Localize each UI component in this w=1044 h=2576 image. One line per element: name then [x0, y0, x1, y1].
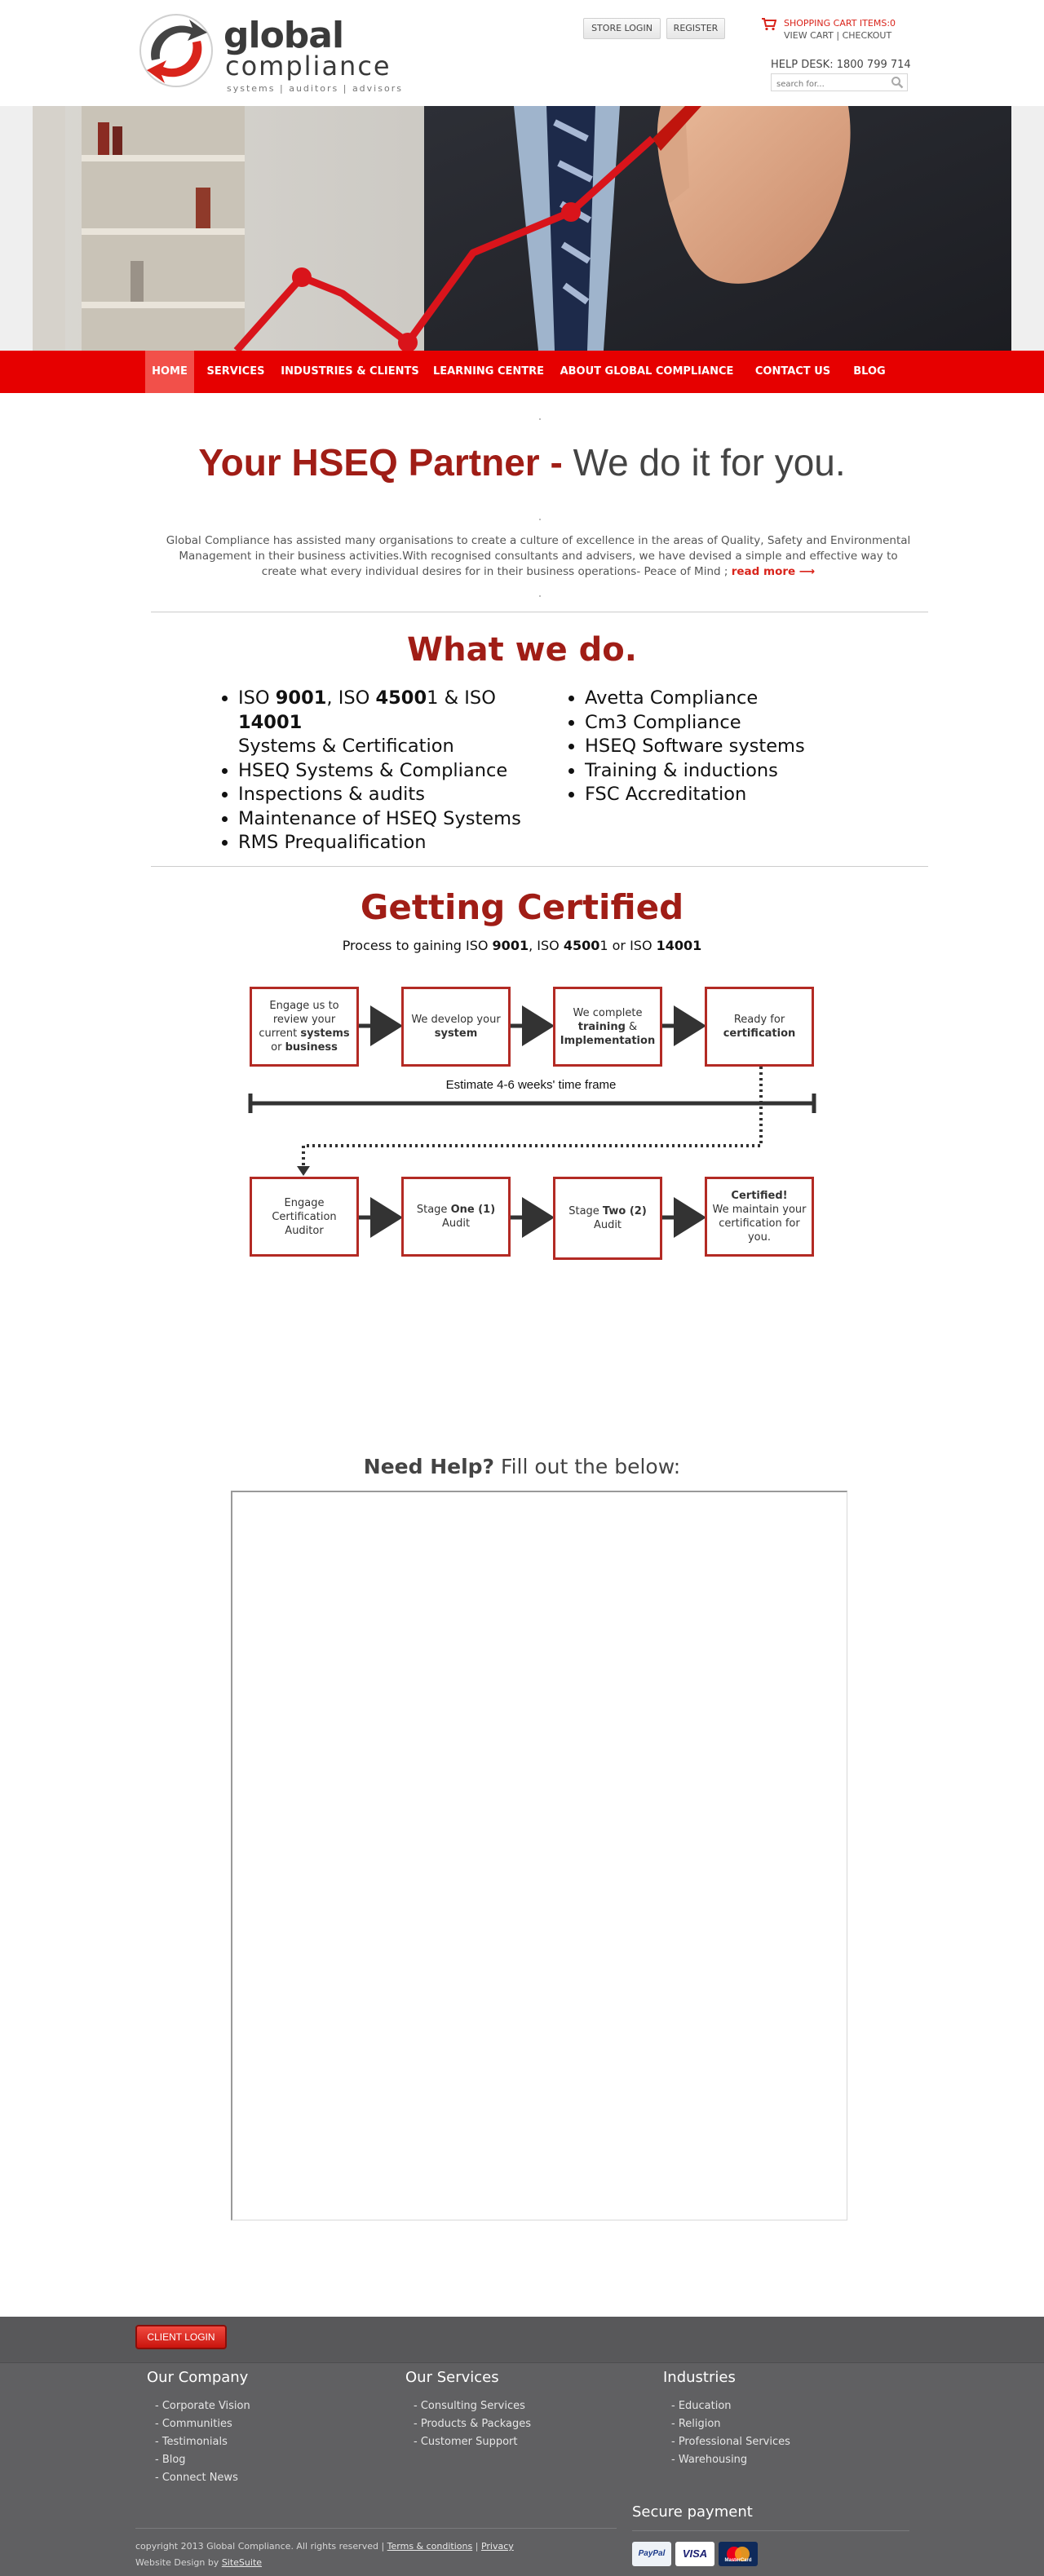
list-item: • RMS Prequalification [238, 831, 548, 855]
footer-link[interactable]: - Customer Support [414, 2436, 518, 2448]
step-certified: Certified! We maintain your certification for you. [705, 1177, 814, 1257]
step-engage-auditor: Engage Certification Auditor [250, 1177, 359, 1257]
list-item: • Avetta Compliance [585, 687, 846, 711]
footer-company-list [155, 2397, 250, 2487]
step-training-implementation: We complete training & Implementation [553, 987, 662, 1067]
cart-links [784, 30, 891, 41]
sitesuite-link[interactable]: SiteSuite [221, 2557, 263, 2568]
search-input[interactable] [772, 77, 886, 93]
footer-services-title: Our Services [405, 2369, 499, 2386]
store-login-button[interactable]: STORE LOGIN [583, 18, 661, 39]
logo-word-global: global [223, 15, 344, 56]
hero-title-grey: We do it for you. [573, 441, 846, 484]
list-item: • HSEQ Software systems [585, 735, 846, 759]
hero-title [0, 440, 1044, 484]
list-item: • Inspections & audits [238, 783, 548, 807]
list-item: • Maintenance of HSEQ Systems [238, 807, 548, 832]
visa-icon: VISA [675, 2542, 714, 2566]
step-ready-certification: Ready for certification [705, 987, 814, 1067]
footer-link[interactable]: - Products & Packages [414, 2418, 532, 2430]
divider [151, 866, 928, 867]
main-nav [0, 351, 1044, 393]
footer-link[interactable]: - Professional Services [671, 2436, 790, 2448]
shopping-cart-link[interactable]: SHOPPING CART ITEMS:0 [784, 18, 896, 29]
copyright: copyright 2013 Global Compliance. All rights reserved | Terms & conditions | Privacy Website Design by SiteSuite [135, 2541, 514, 2568]
list-item: • Training & inductions [585, 759, 846, 784]
search-icon[interactable] [891, 76, 904, 89]
client-login-button[interactable]: CLIENT LOGIN [135, 2325, 227, 2349]
footer-link[interactable]: - Connect News [155, 2472, 238, 2484]
logo-arrows-icon [139, 13, 214, 88]
nav-contact-us[interactable]: CONTACT US [754, 365, 831, 378]
spacer-dot [539, 418, 541, 420]
what-we-do-title: What we do. [407, 631, 637, 669]
secure-payment-title: Secure payment [632, 2503, 753, 2521]
footer-link[interactable]: - Testimonials [155, 2436, 228, 2448]
contact-form-frame[interactable] [231, 1491, 847, 2220]
need-help-title: Need Help? Fill out the below: [363, 1455, 681, 1478]
list-item: • ISO 9001, ISO 45001 & ISO 14001 Systems & Certification [238, 687, 548, 759]
step-develop-system: We develop your system [401, 987, 511, 1067]
intro-text: Global Compliance has assisted many organisations to create a culture of excellence in the areas of Quality, Safety and Environmental Management in their business activities.With recognised consultants and advisers, we have devised a simple and effective way to create what every individual desires for in their business operations- Peace of Mind ; [166, 534, 911, 578]
footer-industries-list [671, 2397, 790, 2469]
logo[interactable] [139, 13, 403, 95]
view-cart-link[interactable]: VIEW CART [784, 30, 834, 41]
footer-link[interactable]: - Education [671, 2400, 732, 2412]
register-button[interactable]: REGISTER [666, 18, 725, 39]
footer-link[interactable]: - Consulting Services [414, 2400, 525, 2412]
banner-image [33, 106, 1011, 351]
footer-link[interactable]: - Warehousing [671, 2454, 748, 2466]
intro-paragraph [163, 533, 914, 580]
footer-services-list [414, 2397, 531, 2451]
terms-link[interactable]: Terms & conditions [387, 2541, 473, 2552]
nav-blog[interactable]: BLOG [853, 365, 886, 378]
nav-services[interactable]: SERVICES [206, 365, 265, 378]
cart-separator: | [833, 30, 843, 41]
list-item: • Cm3 Compliance [585, 711, 846, 736]
hero-title-red: Your HSEQ Partner - [198, 441, 573, 484]
nav-learning-centre[interactable]: LEARNING CENTRE [432, 365, 545, 378]
logo-word-compliance: compliance [225, 51, 392, 82]
nav-industries-clients[interactable]: INDUSTRIES & CLIENTS [281, 365, 419, 378]
step-stage-two-audit: Stage Two (2) Audit [553, 1177, 662, 1260]
process-subtitle: Process to gaining ISO 9001, ISO 45001 or ISO 14001 [342, 938, 702, 953]
header [0, 0, 1044, 106]
shopping-cart-icon[interactable] [762, 18, 776, 31]
checkout-link[interactable]: CHECKOUT [842, 30, 892, 41]
help-desk-phone: HELP DESK: 1800 799 714 [771, 59, 911, 71]
list-item: • HSEQ Systems & Compliance [238, 759, 548, 784]
mastercard-icon: MasterCard [719, 2542, 758, 2566]
services-list-right [585, 687, 846, 807]
banner [0, 106, 1044, 351]
nav-about[interactable]: ABOUT GLOBAL COMPLIANCE [560, 365, 734, 378]
nav-home[interactable]: HOME [145, 351, 194, 393]
footer-divider [135, 2528, 617, 2529]
privacy-link[interactable]: Privacy [480, 2541, 514, 2552]
footer-company-title: Our Company [147, 2369, 249, 2386]
footer-link[interactable]: - Religion [671, 2418, 721, 2430]
search-box [771, 73, 908, 91]
footer-top-bar [0, 2317, 1044, 2363]
spacer-dot [539, 519, 541, 520]
estimate-label: Estimate 4-6 weeks' time frame [445, 1078, 617, 1092]
footer-industries-title: Industries [663, 2369, 736, 2386]
services-list-left [238, 687, 548, 855]
paypal-icon: PayPal [632, 2542, 671, 2566]
footer-link[interactable]: - Communities [155, 2418, 232, 2430]
step-engage-review: Engage us to review your current systems or business [250, 987, 359, 1067]
read-more-link[interactable]: read more ⟶ [731, 565, 816, 578]
footer-link[interactable]: - Corporate Vision [155, 2400, 250, 2412]
getting-certified-title: Getting Certified [360, 887, 684, 927]
logo-tagline: systems | auditors | advisors [227, 83, 403, 94]
spacer-dot [539, 595, 541, 597]
footer-divider [632, 2530, 909, 2531]
footer-link[interactable]: - Blog [155, 2454, 186, 2466]
step-stage-one-audit: Stage One (1) Audit [401, 1177, 511, 1257]
list-item: • FSC Accreditation [585, 783, 846, 807]
